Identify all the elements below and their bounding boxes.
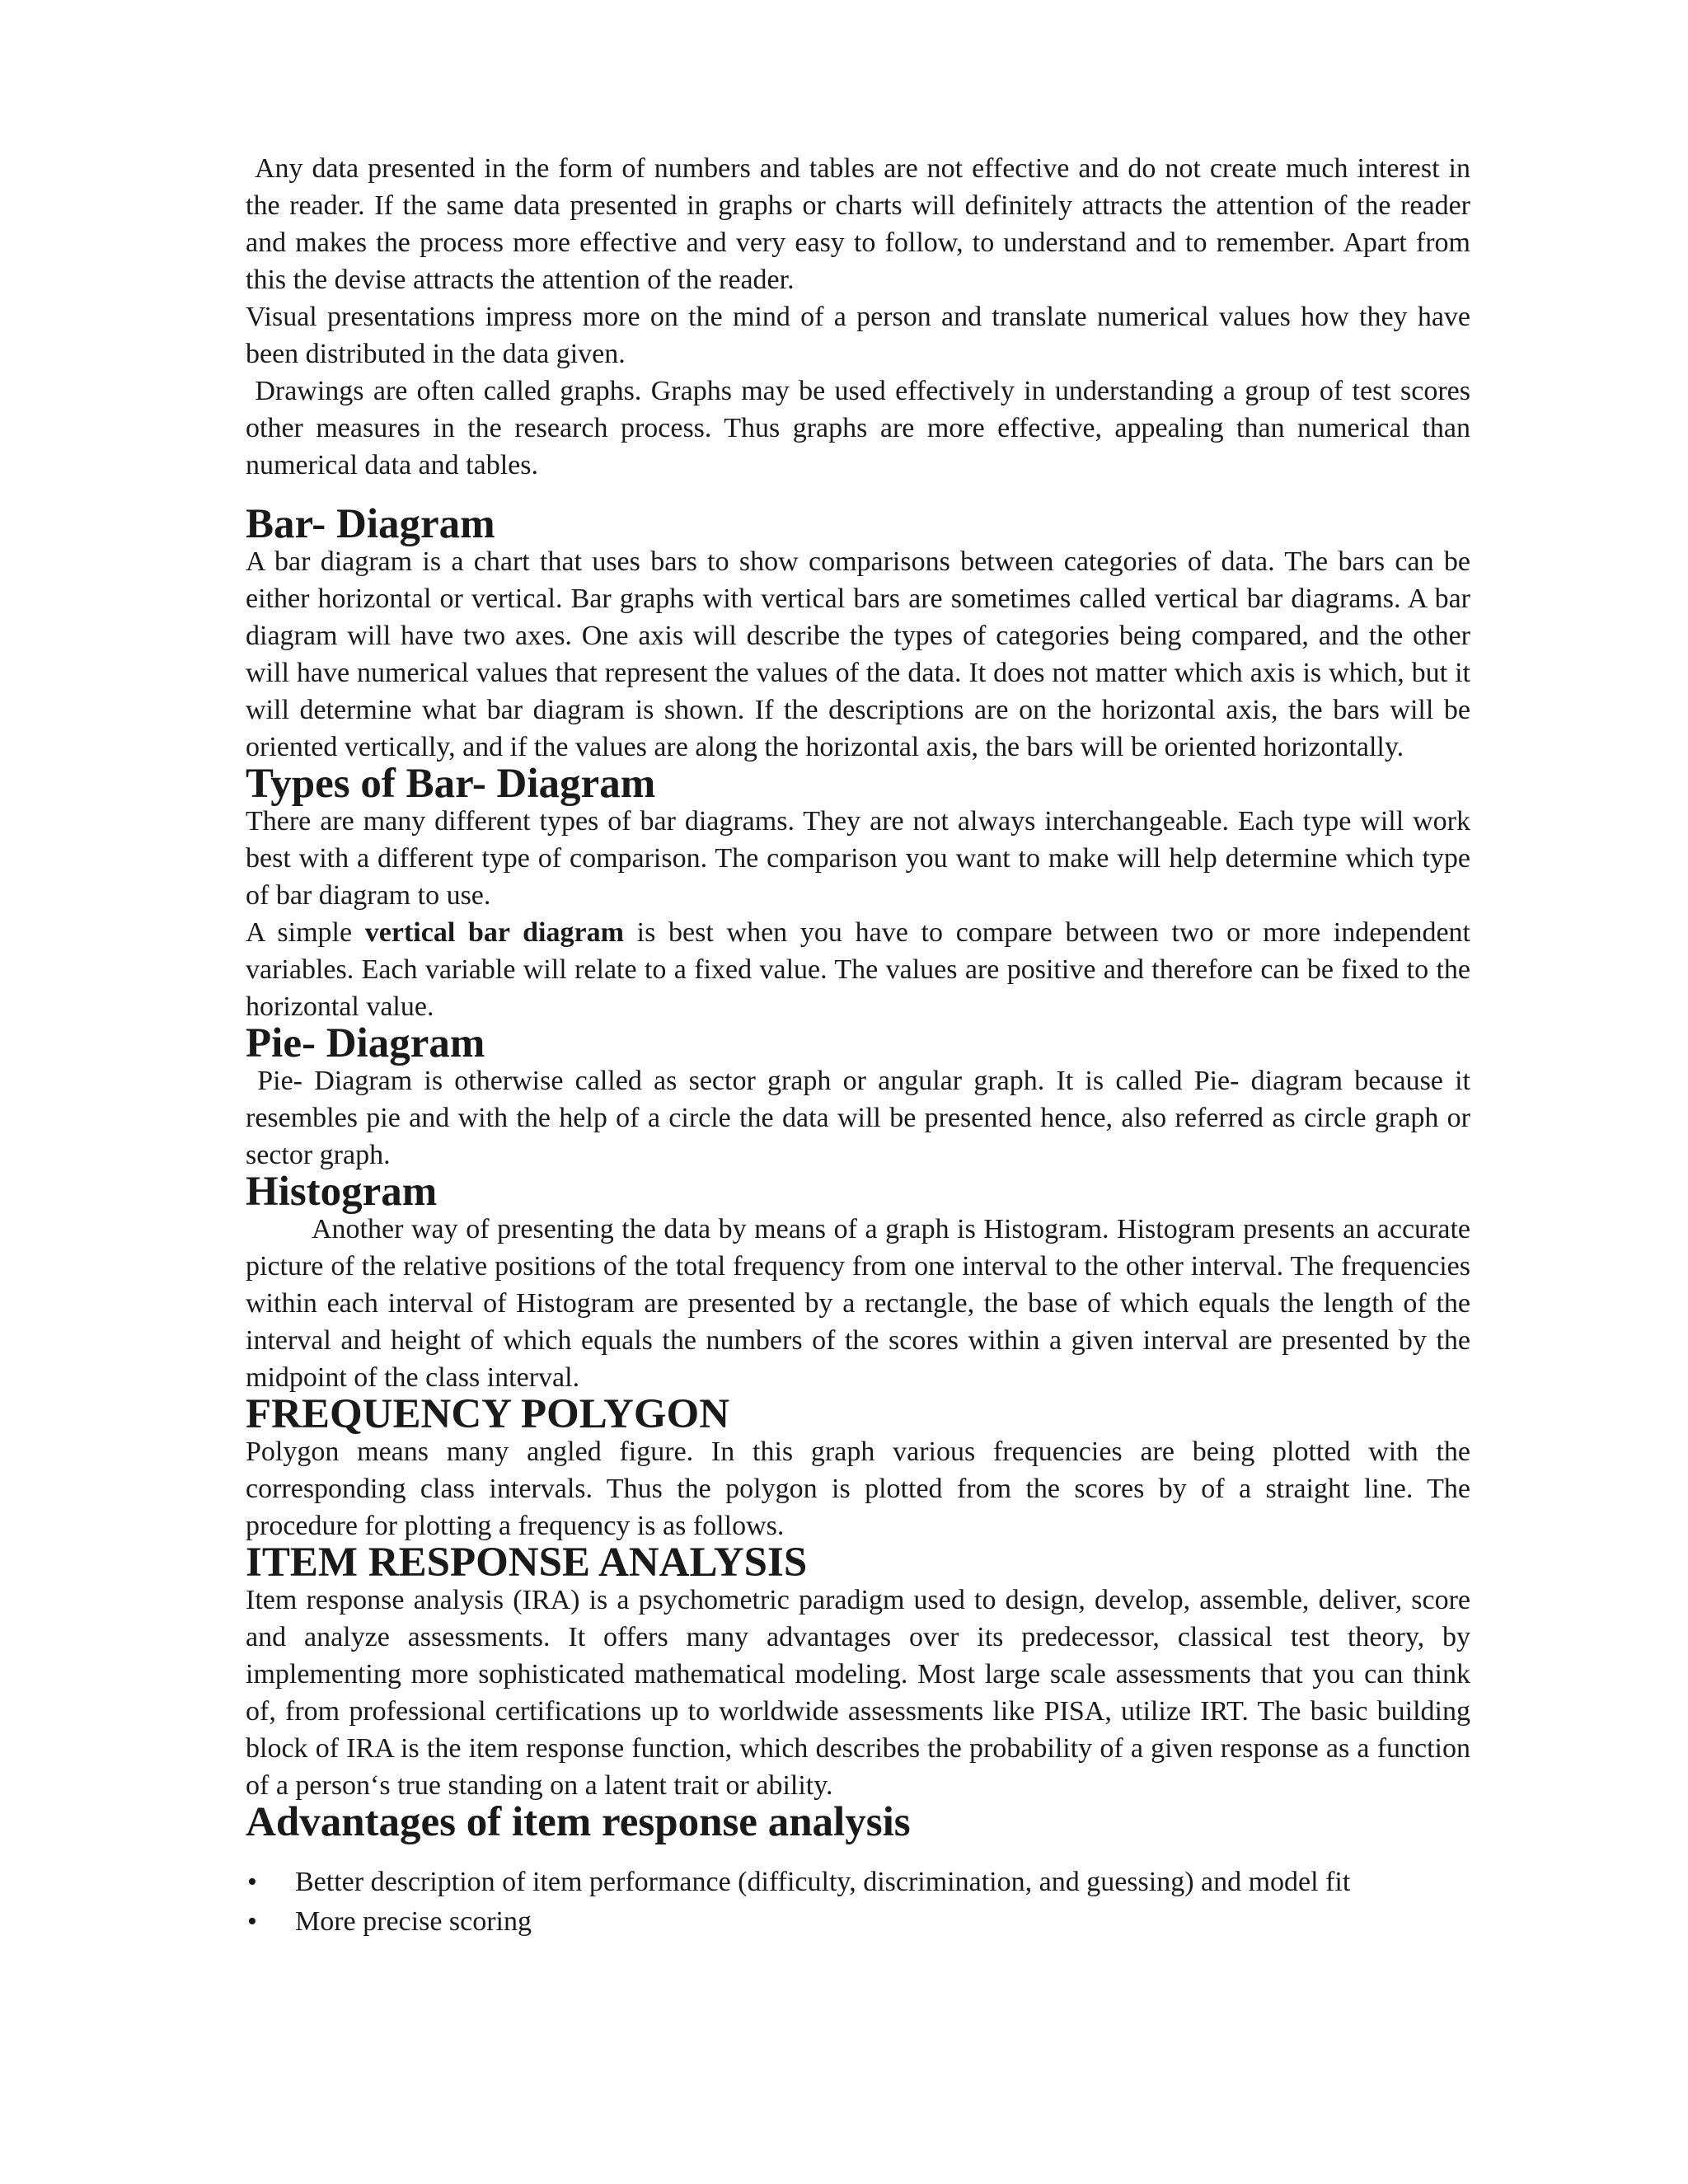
intro-paragraph-3: Drawings are often called graphs. Graphs may be used effectively in understanding a group of test scores other measures in the research process. Thus graphs are more effective, appealing than numerical than numerical data and tables. xyxy=(246,376,1470,480)
bar-diagram-paragraph: A bar diagram is a chart that uses bars to show comparisons between categories of data. The bars can be either horizontal or vertical. Bar graphs with vertical bars are sometimes called vertical bar diagrams. A bar diagram will have two axes. One axis will describe the types of categories being compared, and the other will have numerical values that represent the values of the data. It does not matter which axis is which, but it will determine what bar diagram is shown. If the descriptions are on the horizontal axis, the bars will be oriented vertically, and if the values are along the horizontal axis, the bars will be oriented horizontally. xyxy=(246,546,1470,762)
list-item xyxy=(246,1903,1470,1940)
histogram-paragraph: Another way of presenting the data by means of a graph is Histogram. Histogram presents an accurate picture of the relative positions of the total frequency from one interval to the other interval. The frequencies within each interval of Histogram are presented by a rectangle, the base of which equals the length of the interval and height of which equals the numbers of the scores within a given interval are presented by the midpoint of the class interval. xyxy=(246,1214,1470,1393)
intro-paragraph-2: Visual presentations impress more on the mind of a person and translate numerical values how they have been distributed in the data given. xyxy=(246,302,1470,369)
intro-paragraph-1: Any data presented in the form of numbers and tables are not effective and do not create much interest in the reader. If the same data presented in graphs or charts will definitely attracts the attention of the reader and makes the process more effective and very easy to follow, to understand and to remember. Apart from this the devise attracts the attention of the reader. xyxy=(246,153,1470,295)
list-item xyxy=(246,1863,1470,1900)
vertical-bar-diagram-suffix: is best when you have to compare between two or more independent variables. Each variable will relate to a fixed value. The values are positive and therefore can be fixed to the horizontal value. xyxy=(246,917,1470,1022)
list-item-text: More precise scoring xyxy=(295,1906,532,1937)
bullet-icon: • xyxy=(247,1906,257,1937)
advantages-heading: Advantages of item response analysis xyxy=(246,1799,911,1845)
advantages-list xyxy=(246,1863,1470,1940)
vertical-bar-diagram-paragraph xyxy=(246,914,1470,1025)
item-response-analysis-heading: ITEM RESPONSE ANALYSIS xyxy=(246,1540,808,1586)
item-response-analysis-paragraph: Item response analysis (IRA) is a psychometric paradigm used to design, develop, assemble, deliver, score and analyze assessments. It offers many advantages over its predecessor, classical test theory, by implementing more sophisticated mathematical modeling. Most large scale assessments that you can think of, from professional certifications up to worldwide assessments like PISA, utilize IRT. The basic building block of IRA is the item response function, which describes the probability of a given response as a function of a person‘s true standing on a latent trait or ability. xyxy=(246,1585,1470,1801)
bar-diagram-heading: Bar- Diagram xyxy=(246,501,495,547)
vertical-bar-diagram-term: vertical bar diagram xyxy=(364,917,624,948)
document-page xyxy=(246,150,1470,1943)
pie-diagram-paragraph: Pie- Diagram is otherwise called as sector graph or angular graph. It is called Pie- diagram because it resembles pie and with the help of a circle the data will be presented hence, also referred as circle graph or sector graph. xyxy=(246,1066,1471,1170)
histogram-heading: Histogram xyxy=(246,1169,438,1215)
types-of-bar-diagram-paragraph: There are many different types of bar diagrams. They are not always interchangeable. Each type will work best with a different type of comparison. The comparison you want to make will help determine which type of bar diagram to use. xyxy=(246,806,1470,911)
frequency-polygon-heading: FREQUENCY POLYGON xyxy=(246,1391,730,1437)
types-of-bar-diagram-heading: Types of Bar- Diagram xyxy=(246,761,656,807)
bullet-icon: • xyxy=(247,1867,257,1897)
pie-diagram-heading: Pie- Diagram xyxy=(246,1020,485,1066)
list-item-text: Better description of item performance (difficulty, discrimination, and guessing) and model fit xyxy=(295,1867,1351,1897)
frequency-polygon-paragraph: Polygon means many angled figure. In this graph various frequencies are being plotted with the corresponding class intervals. Thus the polygon is plotted from the scores by of a straight line. The procedure for plotting a frequency is as follows. xyxy=(246,1436,1470,1541)
vertical-bar-diagram-prefix: A simple xyxy=(246,917,365,948)
